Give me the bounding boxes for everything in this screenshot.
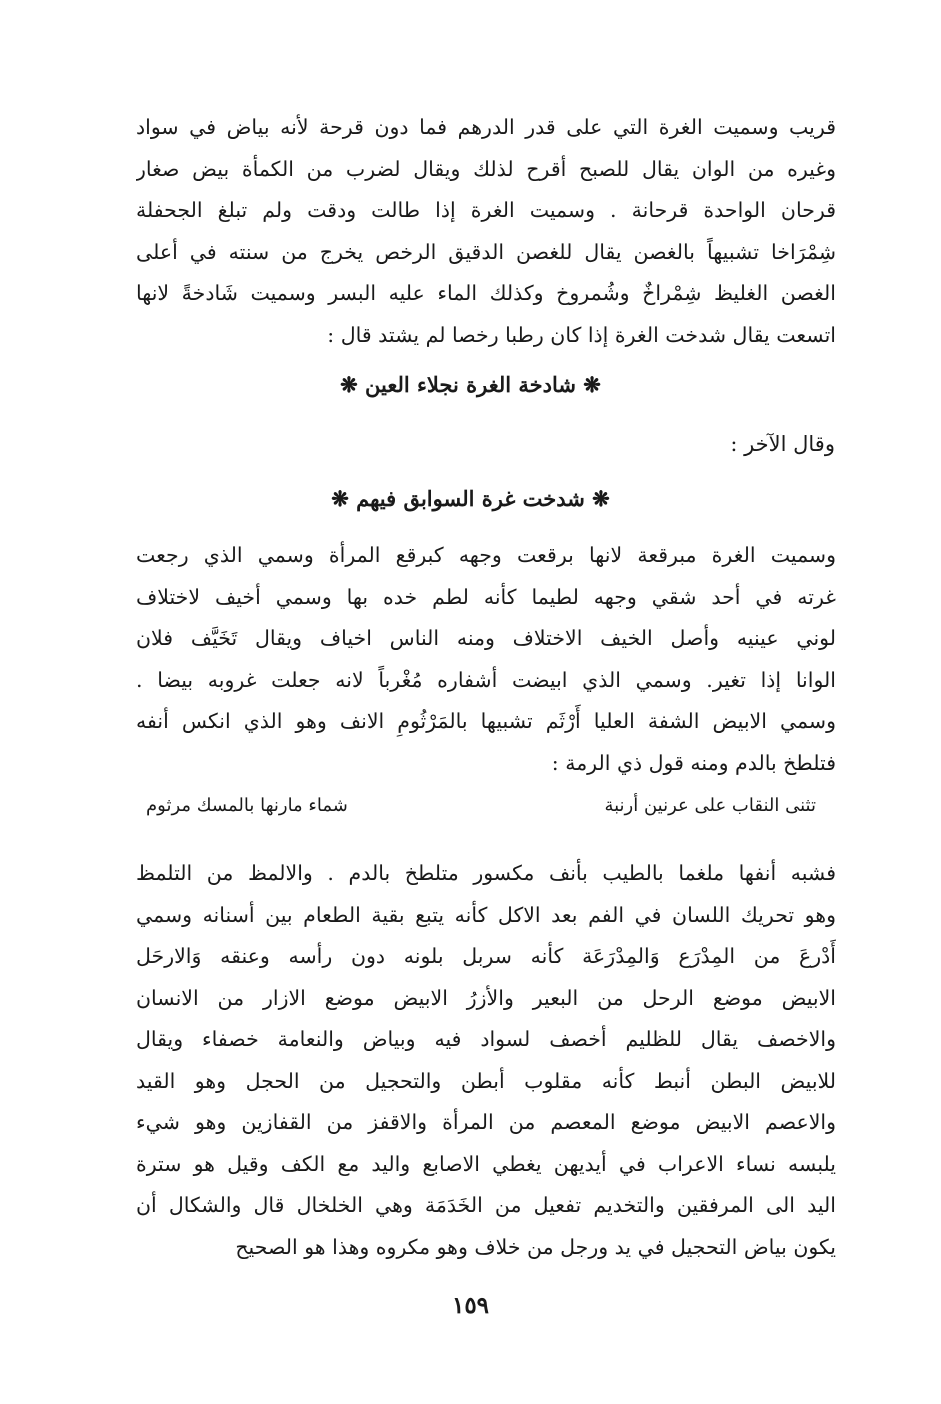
poem-second-hemistich: شماء مارنها بالمسك مرثوم bbox=[146, 795, 348, 816]
text-line: اتسعت يقال شدخت الغرة إذا كان رطبا رخصا لم يشتد قال : bbox=[327, 322, 836, 347]
text-line: وسمي الابيض الشفة العليا أَرْثَم تشبيها بالمَرْثُومِ الانف وهو الذي انكس أنفه bbox=[136, 709, 836, 733]
text-line: فشبه أنفها ملغما بالطيب بأنف مكسور متلطخ بالدم . والالمظ من التلمظ bbox=[136, 861, 836, 885]
verse-quote: ❋ شادخة الغرة نجلاء العين ❋ bbox=[340, 372, 601, 397]
text-line: أَدْرعَ من المِدْرَع وَالمِدْرَعَة كأنه سربل بلونه دون رأسه وعنقه وَالارحَل bbox=[136, 944, 836, 968]
verse-quote: ❋ شدخت غرة السوابق فيهم ❋ bbox=[331, 486, 610, 511]
poem-verse bbox=[146, 788, 816, 824]
text-line: والاخصف يقال للظليم أخصف لسواد فيه وبياض والنعامة خصفاء ويقال bbox=[136, 1027, 836, 1051]
text-line: فتلطخ بالدم ومنه قول ذي الرمة : bbox=[551, 750, 836, 775]
text-line: اليد الى المرفقين والتخديم تفعيل من الخَدَمَة وهي الخلخال قال والشكال أن bbox=[136, 1193, 836, 1217]
text-line: الغصن الغليظ شِمْراخٌ وشُمروخ وكذلك الماء عليه البسر وسميت شَادخةً لانها bbox=[136, 281, 836, 305]
paragraph-2 bbox=[136, 535, 836, 784]
text-line: الوانا إذا تغير. وسمي الذي ابيضت أشفاره مُغْرباً لانه جعلت غروبه بيضا . bbox=[136, 667, 836, 692]
text-line: وقال الآخر : bbox=[730, 432, 835, 456]
text-line: غرته في أحد شقي وجهه لطيما كأنه لطم خده بها وسمي أخيف لاختلاف bbox=[136, 584, 836, 609]
text-line: يلبسه نساء الاعراب في أيديهن يغطي الاصابع واليد مع الكف وقيل هو سترة bbox=[136, 1151, 836, 1176]
text-line: وهو تحريك اللسان في الفم بعد الاكل كأنه يتبع بقية الطعام بين أسنانه وسمي bbox=[136, 902, 836, 927]
text-line: يكون بياض التحجيل في يد ورجل من خلاف وهو مكروه وهذا هو الصحيح bbox=[235, 1234, 836, 1259]
text-line: لوني عينيه وأصل الخيف الاختلاف ومنه الناس اخياف ويقال تَخَيَّف فلان bbox=[136, 626, 836, 650]
poem-first-hemistich: تثنى النقاب على عرنين أرنبة bbox=[604, 795, 816, 816]
paragraph-3 bbox=[136, 853, 836, 1268]
text-line: قرحان الواحدة قرحانة . وسميت الغرة إذا طالت ودقت ولم تبلغ الجحفلة bbox=[136, 198, 836, 222]
page-number: ١٥٩ bbox=[451, 1292, 490, 1319]
text-line: وغيره من الوان يقال للصبح أقرح لذلك ويقال لضرب من الكمأة بيض صغار bbox=[136, 156, 836, 181]
text-line: للابيض البطن أنبط كأنه مقلوب أبطن والتحجيل من الحجل وهو القيد bbox=[136, 1068, 836, 1093]
text-line: شِمْرَاخا تشبيهاً بالغصن يقال للغصن الدقيق الرخص يخرج من سنته في أعلى bbox=[136, 239, 836, 264]
text-line: قريب وسميت الغرة التي على قدر الدرهم فما دون قرحة لأنه بياض في سواد bbox=[136, 115, 836, 139]
paragraph-1 bbox=[136, 107, 836, 356]
text-line: الابيض موضع الرحل من البعير والأزرُ الابيض موضع الازار من الانسان bbox=[136, 985, 836, 1010]
text-line: والاعصم الابيض موضع المعصم من المرأة والاقفز من القفازين وهو شيء bbox=[136, 1110, 836, 1134]
text-line: وسميت الغرة مبرقعة لانها برقعت وجهه كبرقع المرأة وسمي الذي رجعت bbox=[136, 543, 836, 567]
